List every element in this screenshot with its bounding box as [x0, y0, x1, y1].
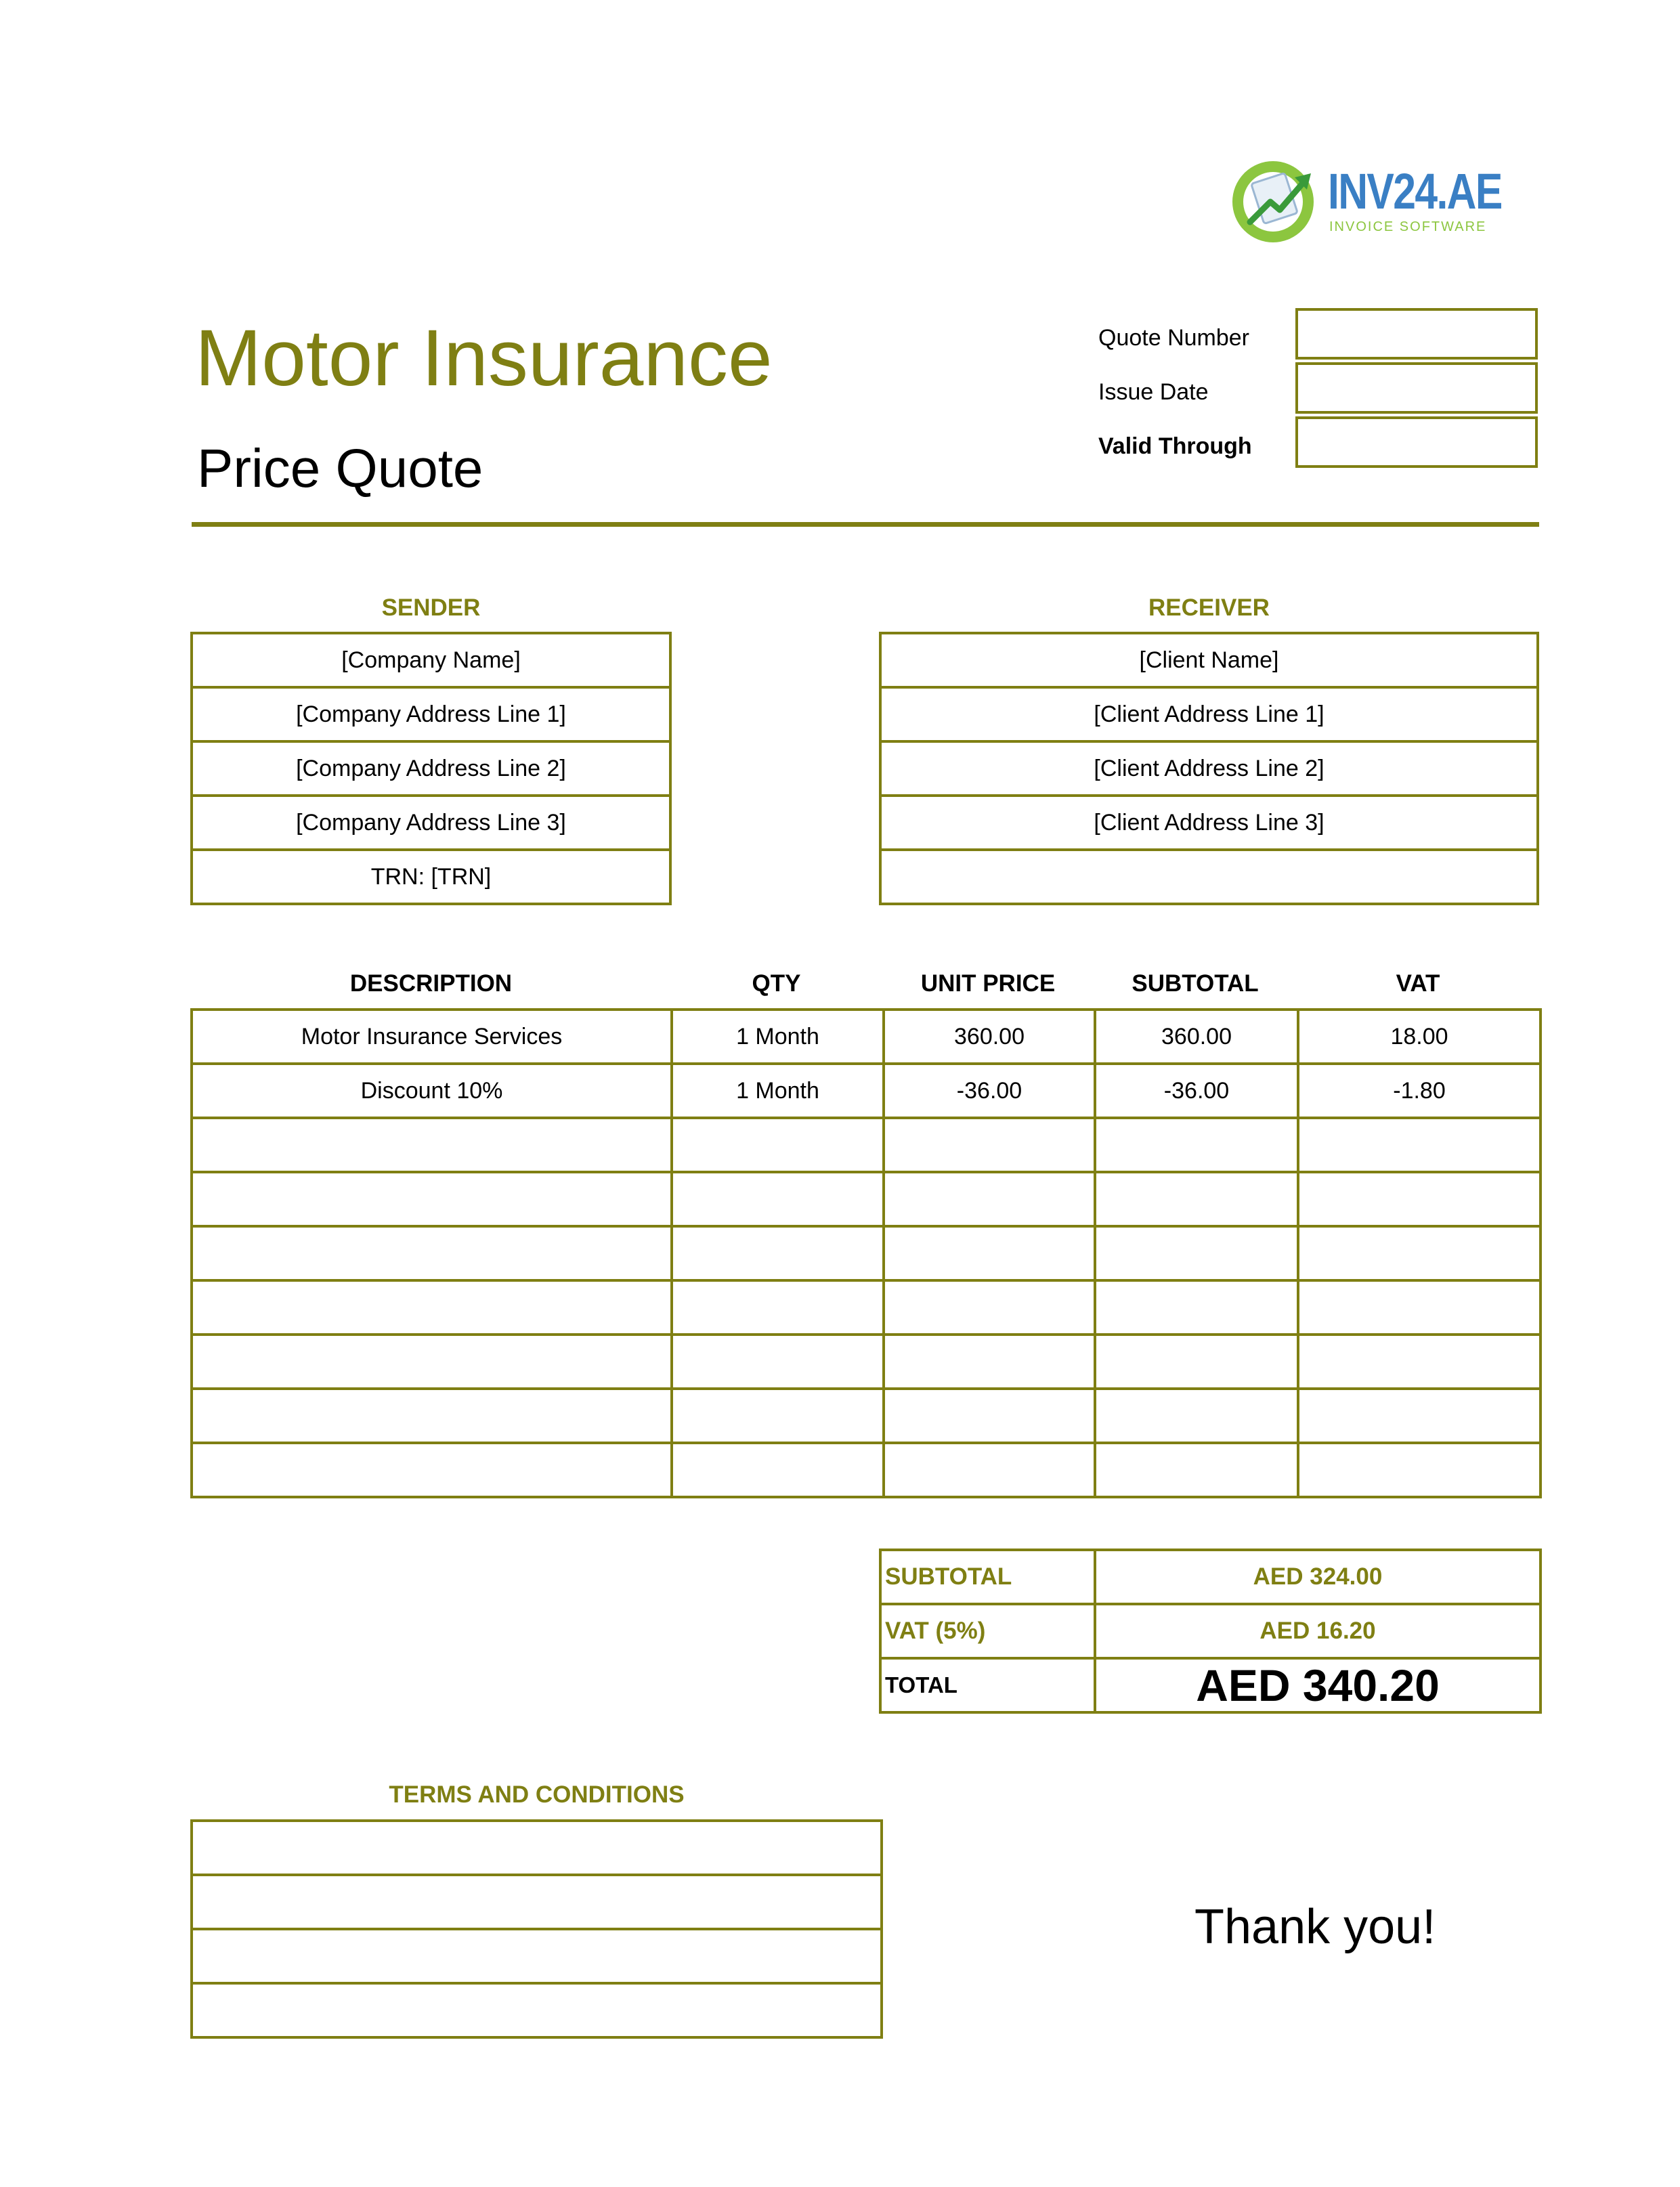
- receiver-table: [879, 632, 1539, 905]
- quote-number-field[interactable]: [1295, 308, 1538, 360]
- receiver-client-name[interactable]: [Client Name]: [880, 633, 1538, 687]
- item-unit-price[interactable]: [884, 1335, 1095, 1389]
- logo-name: INV24.AE: [1328, 163, 1502, 219]
- terms-heading: TERMS AND CONDITIONS: [389, 1781, 685, 1808]
- subtotal-value: AED 324.00: [1095, 1550, 1541, 1604]
- column-header-subtotal: SUBTOTAL: [1132, 970, 1259, 997]
- sender-table: [190, 632, 672, 905]
- header-divider: [192, 522, 1539, 527]
- logo-icon: [1231, 157, 1326, 245]
- item-description[interactable]: [192, 1280, 672, 1335]
- page-title: Motor Insurance: [195, 313, 773, 403]
- issue-date-label: Issue Date: [1098, 379, 1209, 405]
- item-qty[interactable]: [672, 1118, 884, 1172]
- item-vat[interactable]: [1298, 1335, 1541, 1389]
- receiver-address-line-2[interactable]: [Client Address Line 2]: [880, 741, 1538, 796]
- item-subtotal[interactable]: -36.00: [1095, 1064, 1298, 1118]
- vat-label: VAT (5%): [880, 1604, 1095, 1658]
- item-unit-price[interactable]: [884, 1443, 1095, 1497]
- item-description[interactable]: [192, 1226, 672, 1280]
- quote-number-label: Quote Number: [1098, 325, 1249, 351]
- item-unit-price[interactable]: [884, 1226, 1095, 1280]
- column-header-description: DESCRIPTION: [349, 970, 513, 997]
- total-value: AED 340.20: [1095, 1658, 1541, 1712]
- item-qty[interactable]: [672, 1172, 884, 1226]
- table-row: [192, 1443, 1541, 1497]
- sender-address-line-1[interactable]: [Company Address Line 1]: [192, 687, 670, 741]
- sender-address-line-2[interactable]: [Company Address Line 2]: [192, 741, 670, 796]
- logo-tagline: INVOICE SOFTWARE: [1329, 219, 1487, 234]
- item-unit-price[interactable]: [884, 1172, 1095, 1226]
- receiver-address-line-1[interactable]: [Client Address Line 1]: [880, 687, 1538, 741]
- column-header-qty: QTY: [752, 970, 801, 997]
- sender-company-name[interactable]: [Company Name]: [192, 633, 670, 687]
- table-row: [192, 1335, 1541, 1389]
- item-qty[interactable]: [672, 1443, 884, 1497]
- item-description[interactable]: [192, 1118, 672, 1172]
- item-vat[interactable]: [1298, 1280, 1541, 1335]
- item-description[interactable]: Discount 10%: [192, 1064, 672, 1118]
- receiver-heading: RECEIVER: [1148, 594, 1270, 621]
- company-logo: [1231, 157, 1502, 245]
- receiver-extra-line[interactable]: [880, 850, 1538, 904]
- page-subtitle: Price Quote: [197, 438, 483, 498]
- table-row: [192, 1172, 1541, 1226]
- items-table: [190, 1008, 1542, 1498]
- column-header-vat: VAT: [1396, 970, 1440, 997]
- column-header-unit-price: UNIT PRICE: [920, 970, 1056, 997]
- issue-date-field[interactable]: [1295, 362, 1538, 414]
- item-subtotal[interactable]: 360.00: [1095, 1010, 1298, 1064]
- item-unit-price[interactable]: 360.00: [884, 1010, 1095, 1064]
- sender-heading: SENDER: [381, 594, 481, 621]
- item-description[interactable]: [192, 1389, 672, 1443]
- vat-value: AED 16.20: [1095, 1604, 1541, 1658]
- item-subtotal[interactable]: [1095, 1280, 1298, 1335]
- item-unit-price[interactable]: [884, 1280, 1095, 1335]
- item-unit-price[interactable]: [884, 1118, 1095, 1172]
- item-subtotal[interactable]: [1095, 1172, 1298, 1226]
- item-vat[interactable]: [1298, 1118, 1541, 1172]
- receiver-address-line-3[interactable]: [Client Address Line 3]: [880, 796, 1538, 850]
- item-vat[interactable]: [1298, 1172, 1541, 1226]
- table-row: [192, 1226, 1541, 1280]
- table-row: [192, 1389, 1541, 1443]
- item-vat[interactable]: [1298, 1226, 1541, 1280]
- item-vat[interactable]: 18.00: [1298, 1010, 1541, 1064]
- item-qty[interactable]: [672, 1335, 884, 1389]
- item-qty[interactable]: [672, 1280, 884, 1335]
- terms-line[interactable]: [192, 1875, 882, 1929]
- table-row: [192, 1010, 1541, 1064]
- terms-table: [190, 1819, 883, 2039]
- item-unit-price[interactable]: -36.00: [884, 1064, 1095, 1118]
- item-vat[interactable]: -1.80: [1298, 1064, 1541, 1118]
- item-subtotal[interactable]: [1095, 1335, 1298, 1389]
- subtotal-label: SUBTOTAL: [880, 1550, 1095, 1604]
- item-description[interactable]: Motor Insurance Services: [192, 1010, 672, 1064]
- table-row: [192, 1280, 1541, 1335]
- valid-through-field[interactable]: [1295, 416, 1538, 468]
- item-subtotal[interactable]: [1095, 1443, 1298, 1497]
- item-unit-price[interactable]: [884, 1389, 1095, 1443]
- total-label: TOTAL: [880, 1658, 1095, 1712]
- item-qty[interactable]: [672, 1226, 884, 1280]
- sender-trn[interactable]: TRN: [TRN]: [192, 850, 670, 904]
- thank-you-note: Thank you!: [1194, 1900, 1436, 1954]
- item-qty[interactable]: [672, 1389, 884, 1443]
- item-description[interactable]: [192, 1172, 672, 1226]
- valid-through-label: Valid Through: [1098, 433, 1252, 459]
- item-vat[interactable]: [1298, 1443, 1541, 1497]
- totals-table: [879, 1549, 1542, 1714]
- item-subtotal[interactable]: [1095, 1389, 1298, 1443]
- item-vat[interactable]: [1298, 1389, 1541, 1443]
- table-row: [192, 1118, 1541, 1172]
- terms-line[interactable]: [192, 1821, 882, 1875]
- item-qty[interactable]: 1 Month: [672, 1064, 884, 1118]
- item-subtotal[interactable]: [1095, 1226, 1298, 1280]
- table-row: [192, 1064, 1541, 1118]
- sender-address-line-3[interactable]: [Company Address Line 3]: [192, 796, 670, 850]
- item-subtotal[interactable]: [1095, 1118, 1298, 1172]
- terms-line[interactable]: [192, 1983, 882, 2037]
- item-description[interactable]: [192, 1443, 672, 1497]
- item-qty[interactable]: 1 Month: [672, 1010, 884, 1064]
- terms-line[interactable]: [192, 1929, 882, 1983]
- item-description[interactable]: [192, 1335, 672, 1389]
